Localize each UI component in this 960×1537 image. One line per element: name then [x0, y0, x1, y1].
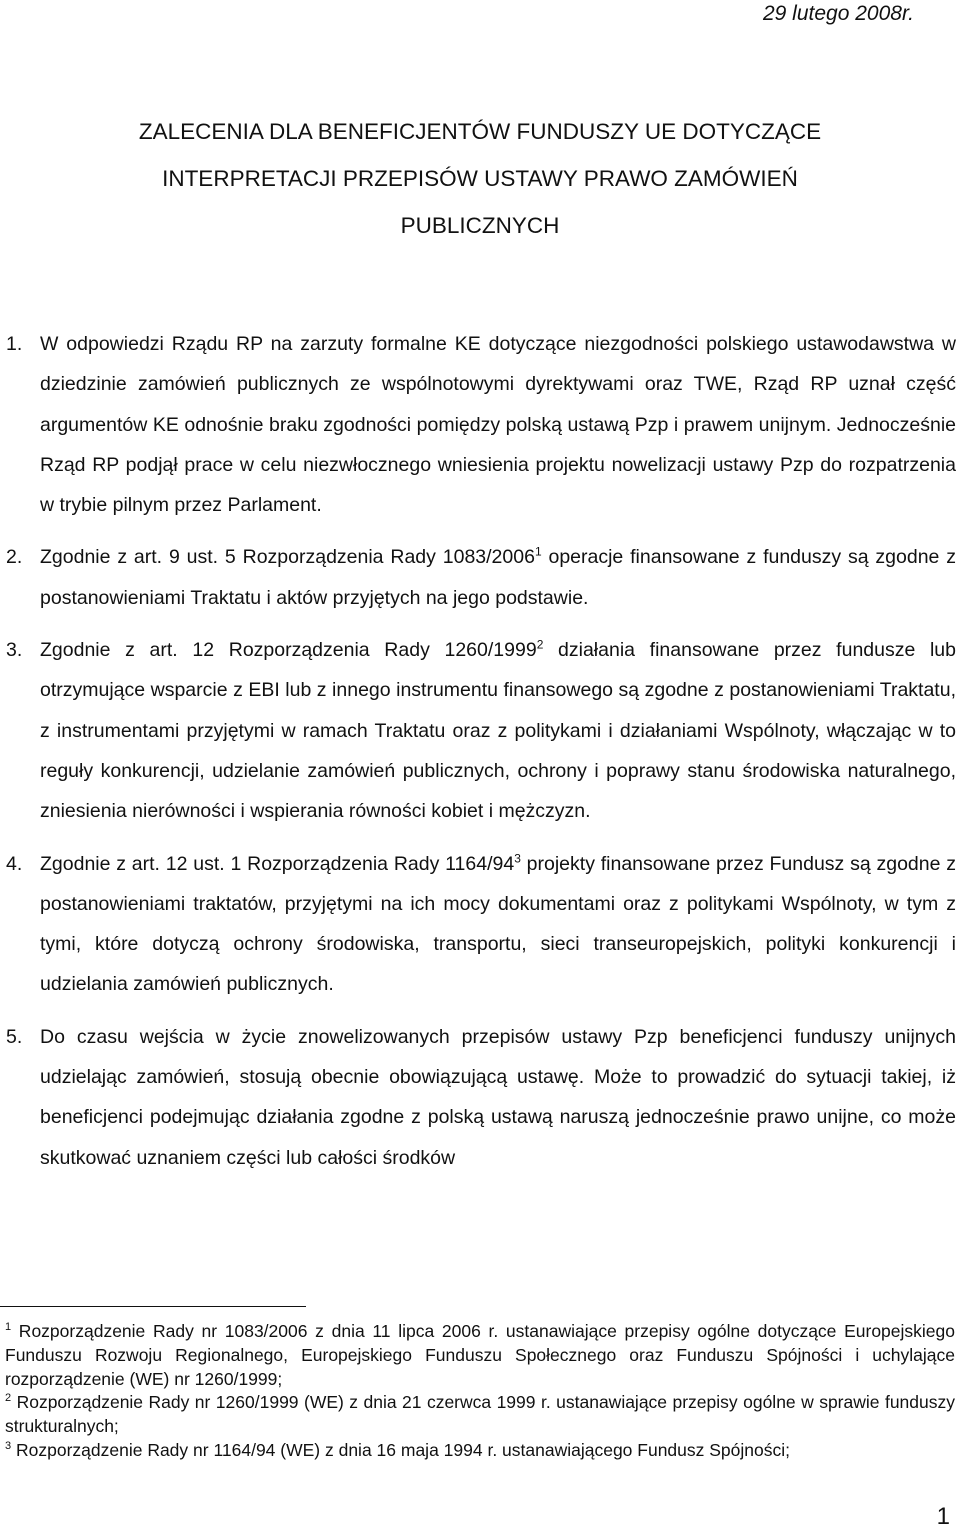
footnote-text: Rozporządzenie Rady nr 1083/2006 z dnia 11 lipca 2006 r. ustanawiające przepisy ogólne dotyczące Europejskiego Funduszu Rozwoju Regionalnego, Europejskiego Funduszu Społecznego oraz Funduszu Spójności i uchylające rozporządzenie (WE) nr 1260/1999; [5, 1321, 955, 1389]
footnote-separator [0, 1306, 306, 1307]
list-item-number: 3. [6, 639, 23, 662]
document-body [6, 324, 957, 1190]
footnote-ref-1: 1 [534, 544, 542, 559]
footnote-text: Rozporządzenie Rady nr 1260/1999 (WE) z dnia 21 czerwca 1999 r. ustanawiające przepisy ogólne w sprawie funduszy strukturalnych; [5, 1392, 955, 1437]
list-item-text: Zgodnie z art. 9 ust. 5 Rozporządzenia Rady 1083/2006 [40, 546, 535, 569]
list-item-number: 1. [6, 333, 23, 355]
list-item-text: W odpowiedzi Rządu RP na zarzuty formalne KE dotyczące niezgodności polskiego ustawodawstwa w dziedzinie zamówień publicznych ze wspólnotowymi dyrektywami oraz TWE, Rząd RP uznał część argumentów KE odnośnie braku zgodności pomiędzy polską ustawą Pzp i prawem unijnym. Jednocześnie Rząd RP podjął prace w celu niezwłocznego wniesienia projektu nowelizacji ustawy Pzp do rozpatrzenia w trybie pilnym przez Parlament. [40, 333, 956, 517]
document-date: 29 lutego 2008r. [762, 2, 914, 25]
list-item-text: projekty finansowane przez Fundusz są zgodne z postanowieniami traktatów, przyjętymi na ich mocy dokumentami oraz z politykami Wspólnoty, w tym z tymi, które dotyczą ochrony środowiska, transportu, sieci transeuropejskich, polityki konkurencji i udzielania zamówień publicznych. [40, 852, 956, 996]
list-item-text: operacje finansowane z funduszy są zgodne z postanowieniami Traktatu i aktów przyjętych na jego podstawie. [40, 546, 956, 609]
footnote-3 [5, 1439, 955, 1463]
title-line-2: INTERPRETACJI PRZEPISÓW USTAWY PRAWO ZAMÓWIEŃ [162, 166, 798, 191]
footnote-mark: 1 [5, 1321, 12, 1334]
footnote-mark: 2 [5, 1392, 12, 1405]
list-item-4 [6, 844, 956, 1005]
list-item-number: 2. [6, 546, 23, 569]
title-line-3: PUBLICZNYCH [400, 213, 560, 238]
list-item-number: 5. [6, 1025, 23, 1048]
list-item-number: 4. [6, 852, 23, 875]
footnote-1 [5, 1320, 955, 1391]
title-line-1: ZALECENIA DLA BENEFICJENTÓW FUNDUSZY UE DOTYCZĄCE [138, 119, 822, 144]
document-title [40, 108, 920, 249]
list-item-text: Zgodnie z art. 12 ust. 1 Rozporządzenia Rady 1164/94 [40, 852, 515, 875]
list-item-2 [6, 537, 956, 618]
list-item-text: działania finansowane przez fundusze lub otrzymujące wsparcie z EBI lub z innego instrumentu finansowego są zgodne z postanowieniami Traktatu, z instrumentami przyjętymi w ramach Traktatu oraz z politykami i działaniami Wspólnoty, włączając w to reguły konkurencji, udzielanie zamówień publicznych, ochrony i poprawy stanu środowiska naturalnego, zniesienia nierówności i wspierania równości kobiet i mężczyzn. [40, 639, 957, 823]
footnote-text: Rozporządzenie Rady nr 1164/94 (WE) z dnia 16 maja 1994 r. ustanawiającego Fundusz Spójności; [11, 1439, 790, 1460]
footnotes [5, 1320, 955, 1463]
footnote-ref-3: 3 [514, 851, 521, 866]
footnote-ref-2: 2 [536, 637, 544, 652]
list-item-5 [6, 1017, 956, 1178]
footnote-mark: 3 [5, 1440, 12, 1453]
footnote-2 [5, 1391, 955, 1439]
list-item-text: Zgodnie z art. 12 Rozporządzenia Rady 1260/1999 [40, 639, 537, 662]
page-number: 1 [936, 1503, 950, 1530]
list-item-text: Do czasu wejścia w życie znowelizowanych przepisów ustawy Pzp beneficjenci funduszy unijnych udzielając zamówień, stosują obecnie obowiązującą ustawę. Może to prowadzić do sytuacji takiej, iż beneficjenci podejmując działania zgodne z polską ustawą naruszą jednocześnie prawo unijne, co może skutkować uznaniem części lub całości środków [40, 1025, 956, 1169]
list-item-1 [6, 324, 956, 525]
list-item-3 [6, 630, 957, 831]
